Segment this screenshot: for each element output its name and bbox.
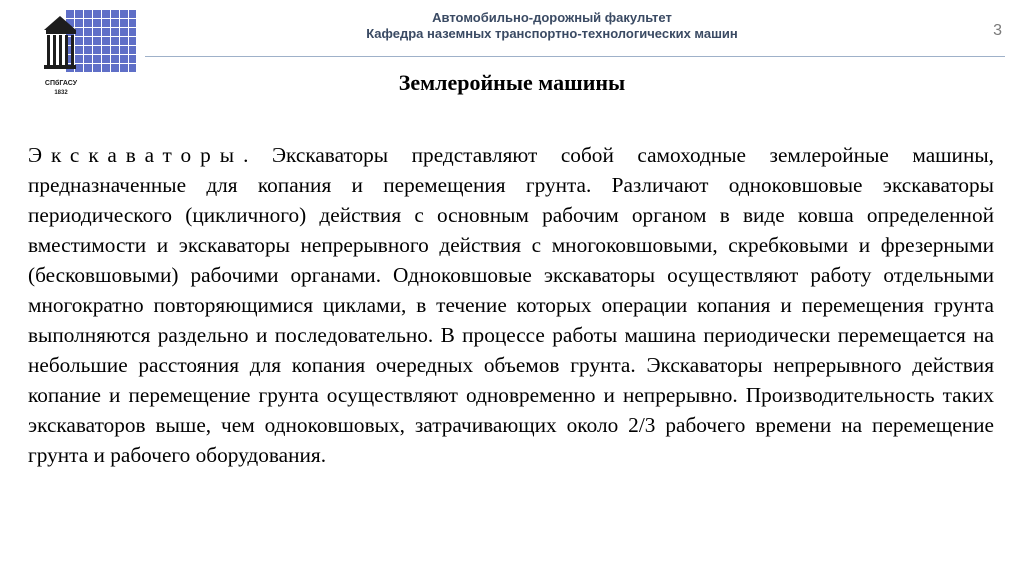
page-number: 3 [993,22,1002,39]
logo-text: СПбГАСУ [44,80,78,87]
body-paragraph [28,140,994,470]
faculty-name: Автомобильно-дорожный факультет [432,10,672,25]
slide-header [140,10,964,42]
term-emphasis: Экскаваторы [28,143,244,167]
department-name: Кафедра наземных транспортно-технологических машин [366,26,738,41]
logo-year: 1832 [54,90,68,96]
body-text: . Экскаваторы представляют собой самоходные землеройные машины, предназначенные для копания и перемещения грунта. Различают одноковшовые экскаваторы периодического (цикличного) действия с основным рабочим органом в виде ковша определенной вместимости и экскаваторы непрерывного действия с многоковшовыми, скребковыми и фрезерными (бесковшовыми) рабочими органами. Одноковшовые экскаваторы осуществляют работу отдельными многократно повторяющимися циклами, в течение которых операции копания и перемещения грунта выполняются раздельно и последовательно. В процессе работы машина периодически перемещается на небольшие расстояния для копания очередных объемов грунта. Экскаваторы непрерывного действия копание и перемещение грунта осуществляют одновременно и непрерывно. Производительность таких экскаваторов выше, чем одноковшовых, затрачивающих около 2/3 рабочего времени на перемещение грунта и рабочего оборудования. [28,143,994,467]
header-divider [145,56,1005,57]
slide-title: Землеройные машины [398,70,626,95]
